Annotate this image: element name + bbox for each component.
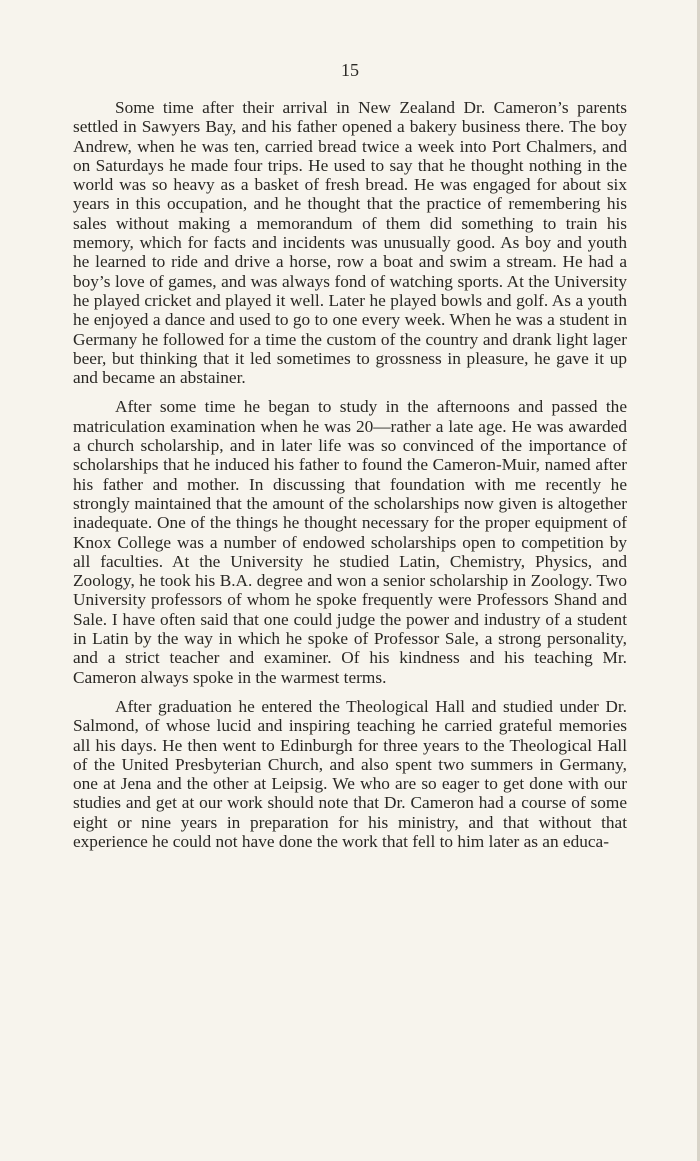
paragraph-2: After some time he began to study in the afternoons and passed the matriculation examination when he was 20—rather a late age. He was awarded a church scholarship, and in later life was so convinced of the importance of scholarships that he induced his father to found the Cameron-Muir, named after his father and mother. In discussing that foundation with me recently he strongly maintained that the amount of the scholarships now given is altogether inadequate. One of the things he thought necessary for the proper equipment of Knox College was a number of endowed scholarships open to competition by all faculties. At the University he studied Latin, Chemistry, Physics, and Zoology, he took his B.A. degree and won a senior scholarship in Zoology. Two University professors of whom he spoke frequently were Professors Shand and Sale. I have often said that one could judge the power and industry of a student in Latin by the way in which he spoke of Professor Sale, a strong personality, and a strict teacher and examiner. Of his kindness and his teaching Mr. Cameron always spoke in the warmest terms. — [73, 397, 627, 687]
paragraph-3: After graduation he entered the Theological Hall and studied under Dr. Salmond, of whose lucid and inspiring teaching he carried grateful memories all his days. He then went to Edinburgh for three years to the Theological Hall of the United Presbyterian Church, and also spent two summers in Germany, one at Jena and the other at Leipsig. We who are so eager to get done with our studies and get at our work should note that Dr. Cameron had a course of some eight or nine years in preparation for his ministry, and that without that experience he could not have done the work that fell to him later as an educa- — [73, 696, 627, 851]
paragraph-1: Some time after their arrival in New Zealand Dr. Cameron’s parents settled in Sawyers Bay, and his father opened a bakery business there. The boy Andrew, when he was ten, carried bread twice a week into Port Chalmers, and on Saturdays he made four trips. He used to say that he thought nothing in the world was so heavy as a basket of fresh bread. He was engaged for about six years in this occupation, and he thought that the practice of remembering his sales without making a memorandum of them did something to train his memory, which for facts and incidents was unusually good. As boy and youth he learned to ride and drive a horse, row a boat and swim a stream. He had a boy’s love of games, and was always fond of watching sports. At the University he played cricket and played it well. Later he played bowls and golf. As a youth he enjoyed a dance and used to go to one every week. When he was a student in Germany he followed for a time the custom of the country and drank light lager beer, but thinking that it led sometimes to grossness in pleasure, he gave it up and became an abstainer. — [73, 98, 627, 388]
page-number: 15 — [341, 60, 359, 80]
page-body — [73, 98, 627, 861]
